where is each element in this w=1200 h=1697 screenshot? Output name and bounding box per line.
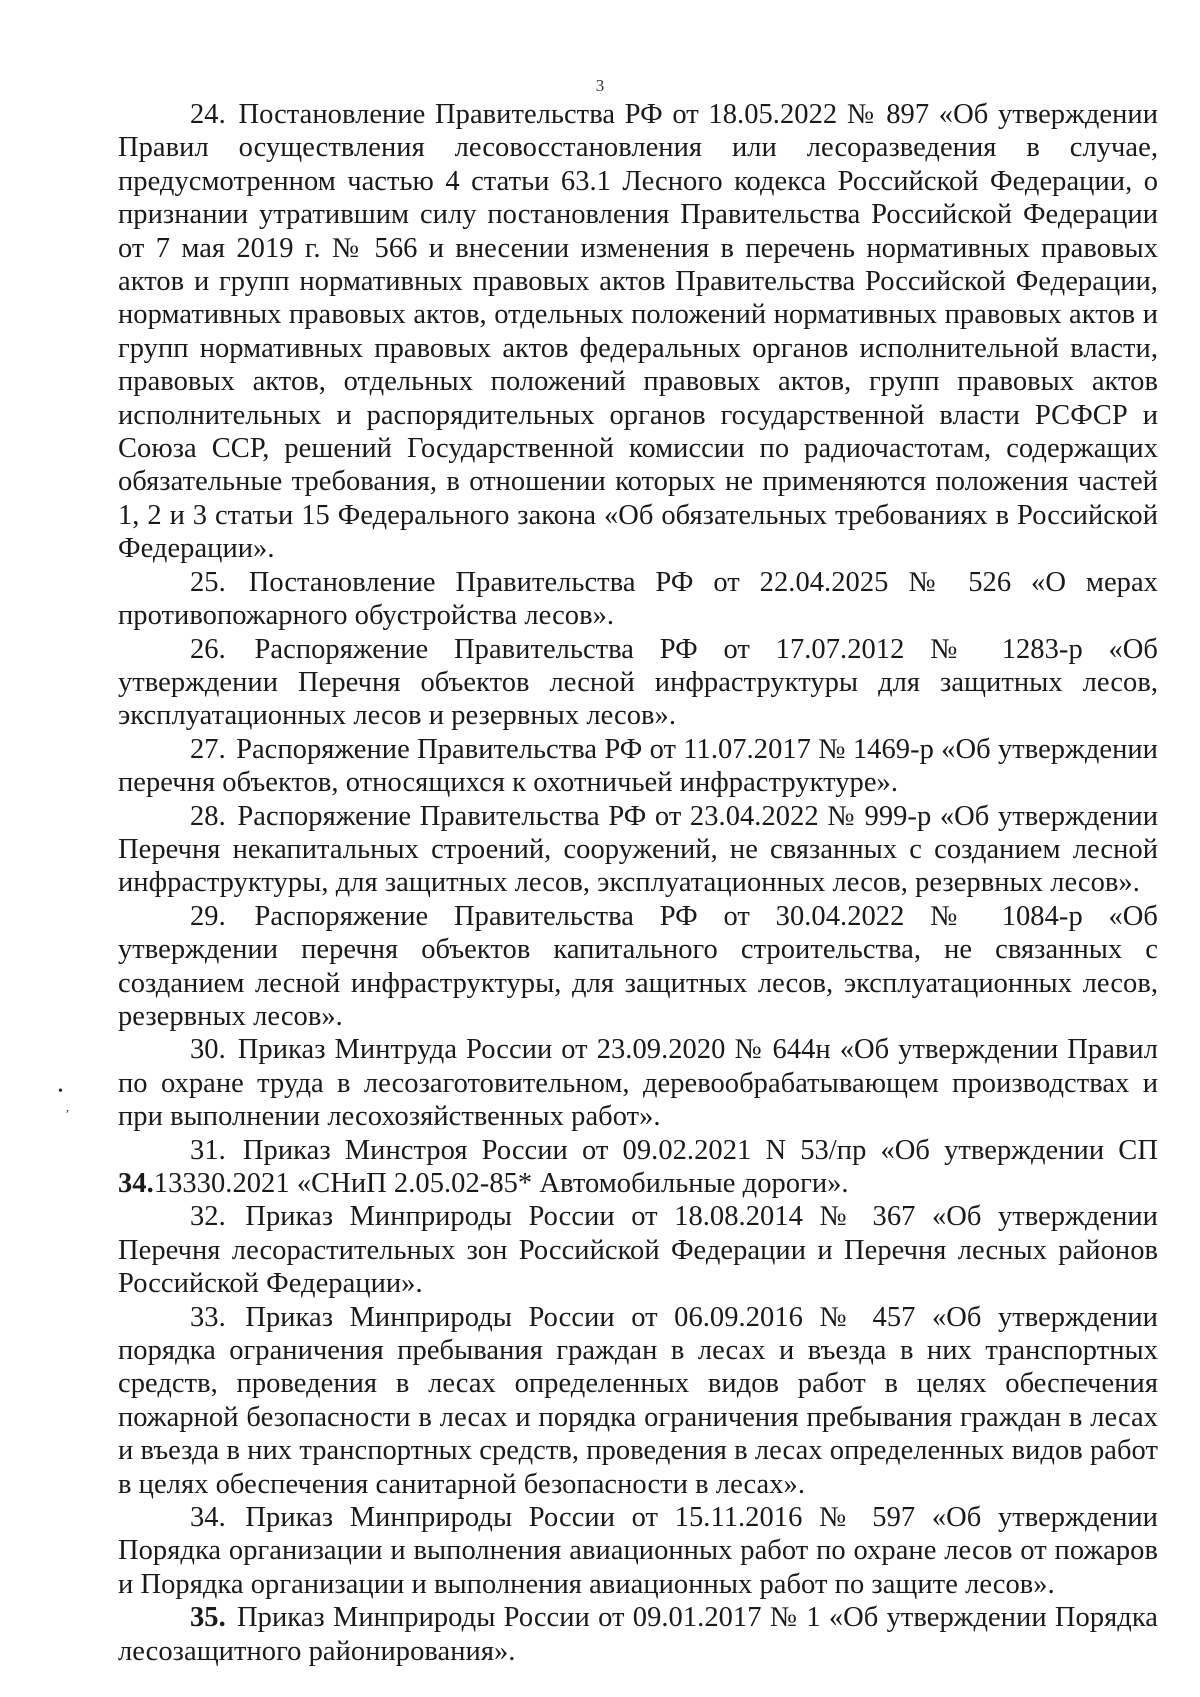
list-item-26 bbox=[118, 633, 1158, 733]
list-item-34 bbox=[118, 1501, 1158, 1601]
item-number: 28. bbox=[190, 800, 226, 832]
document-body bbox=[118, 98, 1158, 1668]
item-text: Приказ Минприроды России от 18.08.2014 № 367 «Об утверждении Перечня лесорастительных зон Российской Федерации и Перечня лесных районов Российской Федерации». bbox=[118, 1201, 1158, 1300]
item-text-after: 13330.2021 «СНиП 2.05.02-85* Автомобильные дороги». bbox=[153, 1168, 849, 1199]
item-text: Приказ Минприроды России от 09.01.2017 № 1 «Об утверждении Порядка лесозащитного районирования». bbox=[118, 1602, 1158, 1667]
item-number: 33. bbox=[190, 1301, 226, 1333]
item-text: Распоряжение Правительства РФ от 23.04.2022 № 999-р «Об утверждении Перечня некапитальных строений, сооружений, не связанных с созданием лесной инфраструктуры, для защитных лесов, эксплуатационных лесов, резервных лесов». bbox=[118, 800, 1158, 899]
scan-comma-mark: , bbox=[66, 1100, 69, 1114]
item-number: 26. bbox=[190, 633, 226, 665]
item-text: Распоряжение Правительства РФ от 17.07.2012 № 1283-р «Об утверждении Перечня объектов лесной инфраструктуры для защитных лесов, эксплуатационных лесов и резервных лесов». bbox=[118, 633, 1158, 732]
item-number: 25. bbox=[190, 566, 226, 598]
list-item-33 bbox=[118, 1301, 1158, 1501]
list-item-30 bbox=[118, 1033, 1158, 1133]
item-number: 24. bbox=[190, 99, 226, 130]
page-number: 3 bbox=[595, 76, 605, 95]
item-number: 32. bbox=[190, 1201, 226, 1233]
list-item-27 bbox=[118, 733, 1158, 800]
item-text: Распоряжение Правительства РФ от 11.07.2017 № 1469-р «Об утверждении перечня объектов, относящихся к охотничьей инфраструктуре». bbox=[118, 733, 1158, 799]
item-number: 30. bbox=[190, 1034, 226, 1066]
item-number: 35. bbox=[190, 1602, 226, 1634]
scan-dot-mark: • bbox=[58, 1084, 63, 1099]
list-item-32 bbox=[118, 1200, 1158, 1300]
item-text: Приказ Минтруда России от 23.09.2020 № 644н «Об утверждении Правил по охране труда в лесозаготовительном, деревообрабатывающем производствах и при выполнении лесохозяйственных работ». bbox=[118, 1034, 1158, 1133]
list-item-24 bbox=[118, 98, 1158, 566]
item-bold-part: 34. bbox=[118, 1168, 154, 1199]
item-number: 29. bbox=[190, 900, 226, 932]
item-number: 31. bbox=[190, 1134, 226, 1166]
list-item-35 bbox=[118, 1601, 1158, 1668]
list-item-28 bbox=[118, 800, 1158, 900]
item-text: Приказ Минприроды России от 06.09.2016 № 457 «Об утверждении порядка ограничения пребывания граждан в лесах и въезда в них транспортных средств, проведения в лесах определенных видов работ в целях обеспечения пожарной безопасности в лесах и порядка ограничения пребывания граждан в лесах и въезда в них транспортных средств, проведения в лесах определенных видов работ в целях обеспечения санитарной безопасности в лесах». bbox=[118, 1301, 1158, 1500]
list-item-29 bbox=[118, 900, 1158, 1034]
item-text: Приказ Минприроды России от 15.11.2016 № 597 «Об утверждении Порядка организации и выполнения авиационных работ по охране лесов от пожаров и Порядка организации и выполнения авиационных работ по защите лесов». bbox=[118, 1502, 1158, 1600]
item-text: Приказ Минстроя России от 09.02.2021 N 53/пр «Об утверждении СП bbox=[242, 1134, 1158, 1166]
list-item-31 bbox=[118, 1134, 1158, 1201]
item-number: 27. bbox=[190, 733, 226, 765]
item-text: Постановление Правительства РФ от 18.05.2022 № 897 «Об утверждении Правил осуществления лесовосстановления или лесоразведения в случае, предусмотренном частью 4 статьи 63.1 Лесного кодекса Российской Федерации, о признании утратившим силу постановления Правительства Российской Федерации от 7 мая 2019 г. № 566 и внесении изменения в перечень нормативных правовых актов и групп нормативных правовых актов Правительства Российской Федерации, нормативных правовых актов, отдельных положений нормативных правовых актов и групп нормативных правовых актов федеральных органов исполнительной власти, правовых актов, отдельных положений правовых актов, групп правовых актов исполнительных и распорядительных органов государственной власти РСФСР и Союза ССР, решений Государственной комиссии по радиочастотам, содержащих обязательные требования, в отношении которых не применяются положения частей 1, 2 и 3 статьи 15 Федерального закона «Об обязательных требованиях в Российской Федерации». bbox=[118, 99, 1158, 565]
item-text: Распоряжение Правительства РФ от 30.04.2022 № 1084-р «Об утверждении перечня объектов капитального строительства, не связанных с созданием лесной инфраструктуры, для защитных лесов, эксплуатационных лесов, резервных лесов». bbox=[118, 900, 1158, 1032]
item-text: Постановление Правительства РФ от 22.04.2025 № 526 «О мерах противопожарного обустройства лесов». bbox=[118, 566, 1158, 632]
item-number: 34. bbox=[190, 1502, 226, 1534]
list-item-25 bbox=[118, 566, 1158, 633]
